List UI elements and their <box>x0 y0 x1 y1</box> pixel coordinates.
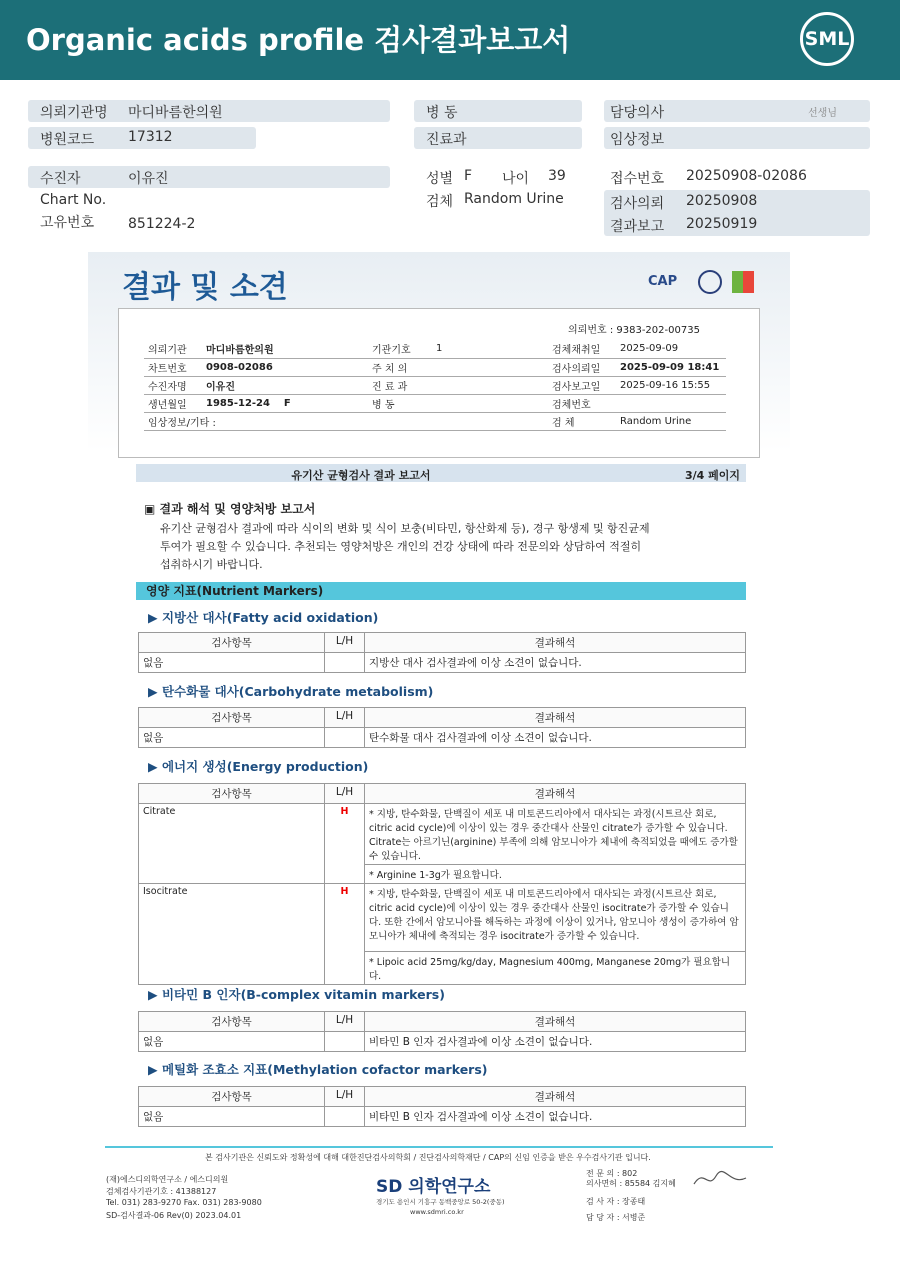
info-cell: 1985-12-24 F <box>202 394 368 412</box>
info-cell <box>432 358 548 376</box>
info-cell: 검 체 <box>548 412 616 430</box>
item-cell: Isocitrate <box>139 884 325 985</box>
report-value: 20250919 <box>686 216 758 232</box>
info-cell: 2025-09-16 15:55 <box>616 376 726 394</box>
info-cell: 이유진 <box>202 376 368 394</box>
sig-tester: 검 사 자 : 장종태 <box>586 1197 646 1206</box>
info-cell: 기관기호 <box>368 340 432 358</box>
lh-cell <box>325 1107 365 1127</box>
info-cell: 병 동 <box>368 394 432 412</box>
footer-form: SD-검사결과-06 Rev(0) 2023.04.01 <box>106 1211 242 1220</box>
col-lh: L/H <box>325 708 365 728</box>
item-cell: 없음 <box>139 1107 325 1127</box>
info-row <box>144 340 726 358</box>
sex-label: 성별 <box>426 171 454 187</box>
item-cell: 없음 <box>139 1032 325 1052</box>
age-value: 39 <box>548 168 566 184</box>
col-item: 검사항목 <box>139 708 325 728</box>
request-label: 검사의뢰 <box>610 196 665 212</box>
sig-license: 의사면허 : 85584 김지혜 <box>586 1179 676 1188</box>
col-item: 검사항목 <box>139 784 325 804</box>
info-cell <box>368 412 432 430</box>
carb-title: ▶ 탄수화물 대사(Carbohydrate metabolism) <box>148 684 434 699</box>
receipt-value: 20250908-02086 <box>686 168 807 184</box>
info-cell: 0908-02086 <box>202 358 368 376</box>
table-row <box>139 728 746 748</box>
page-indicator: 3/4 페이지 <box>684 469 740 482</box>
clinical-label: 임상정보 <box>610 132 665 148</box>
report-image <box>88 252 790 1134</box>
info-cell <box>616 394 726 412</box>
footer-note: 본 검사기관은 신뢰도와 정확성에 대해 대한진단검사의학회 / 진단검사의학재단 / CAP의 신임 인증을 받은 우수검사기관 입니다. <box>205 1153 651 1162</box>
page-title: Organic acids profile 검사결과보고서 <box>26 23 571 57</box>
result-cell: * Lipoic acid 25mg/kg/day, Magnesium 400mg, Manganese 20mg가 필요합니다. <box>365 952 746 985</box>
table-row <box>139 1032 746 1052</box>
section-title: 유기산 균형검사 결과 보고서 <box>291 469 431 482</box>
lh-cell: H <box>325 804 365 884</box>
cap-logo: CAP <box>648 274 678 289</box>
col-lh: L/H <box>325 784 365 804</box>
sig-manager: 담 당 자 : 서병준 <box>586 1213 646 1222</box>
request-number: 의뢰번호 : 9383-202-00735 <box>568 325 700 336</box>
lh-cell <box>325 1032 365 1052</box>
ward-label: 병 동 <box>426 105 458 121</box>
result-cell: * 지방, 탄수화물, 단백질이 세포 내 미토콘드리아에서 대사되는 과정(시트르산 회로, citric acid cycle)에 이상이 있는 경우 중간대사 산물인 isocitrate가 증가할 수 있습니다. 또한 간에서 암모니아를 해독하는 과정에 이상이 있거나, 암모니아 생성이 증가하여 암모니아가 체내에 축적되는 경우 isocitrate가 증가할 수 있습니다. <box>365 884 746 952</box>
institution-label: 의뢰기관명 <box>40 105 108 121</box>
methyl-table <box>138 1086 746 1127</box>
info-cell: 1 <box>432 340 548 358</box>
info-cell: 2025-09-09 18:41 <box>616 358 726 376</box>
patient-bar <box>28 166 390 188</box>
col-res: 결과해석 <box>365 633 746 653</box>
col-item: 검사항목 <box>139 1087 325 1107</box>
specimen-label: 검체 <box>426 194 454 210</box>
info-cell: 생년월일 <box>144 394 202 412</box>
info-cell: 임상정보/기타 : <box>144 412 368 430</box>
info-cell: 검사의뢰일 <box>548 358 616 376</box>
request-value: 20250908 <box>686 193 758 209</box>
energy-table <box>138 783 746 985</box>
carb-table <box>138 707 746 748</box>
info-cell: 차트번호 <box>144 358 202 376</box>
report-heading: 결과 및 소견 <box>122 270 288 305</box>
methyl-title: ▶ 메틸화 조효소 지표(Methylation cofactor markers) <box>148 1062 488 1077</box>
info-cell: 주 치 의 <box>368 358 432 376</box>
table-row <box>139 653 746 673</box>
col-item: 검사항목 <box>139 1012 325 1032</box>
col-lh: L/H <box>325 1087 365 1107</box>
signature-icon <box>690 1166 750 1192</box>
footer-code: 검체검사기관기호 : 41388127 <box>106 1187 217 1196</box>
sig-specialist: 전 문 의 : 802 <box>586 1169 638 1178</box>
fatty-table <box>138 632 746 673</box>
cert-logos <box>648 270 754 294</box>
section-header <box>136 464 746 482</box>
table-row <box>139 1107 746 1127</box>
footer-org: (재)에스디의학연구소 / 에스디의원 <box>106 1175 229 1184</box>
info-cell <box>432 376 548 394</box>
id-value: 851224-2 <box>128 216 196 232</box>
brand-logo: SD 의학연구소 <box>376 1177 491 1197</box>
info-row <box>144 412 726 430</box>
lh-cell <box>325 653 365 673</box>
lh-cell <box>325 728 365 748</box>
id-label: 고유번호 <box>40 215 95 231</box>
item-cell: 없음 <box>139 728 325 748</box>
col-res: 결과해석 <box>365 1087 746 1107</box>
receipt-label: 접수번호 <box>610 171 665 187</box>
col-res: 결과해석 <box>365 708 746 728</box>
footer-web: www.sdmri.co.kr <box>410 1208 464 1216</box>
info-cell <box>432 412 548 430</box>
col-lh: L/H <box>325 633 365 653</box>
request-info-table <box>144 340 726 431</box>
vitb-title: ▶ 비타민 B 인자(B-complex vitamin markers) <box>148 987 445 1002</box>
age-label: 나이 <box>502 171 530 187</box>
lm-logo <box>732 271 754 293</box>
sex-value: F <box>464 168 473 184</box>
doctor-suffix: 선생님 <box>808 108 837 119</box>
result-cell: 비타민 B 인자 검사결과에 이상 소견이 없습니다. <box>365 1107 746 1127</box>
col-item: 검사항목 <box>139 633 325 653</box>
seal-icon <box>698 270 722 294</box>
col-lh: L/H <box>325 1012 365 1032</box>
nutrient-markers-bar: 영양 지표(Nutrient Markers) <box>136 582 746 600</box>
info-row <box>144 358 726 376</box>
vitb-table <box>138 1011 746 1052</box>
institution-value: 마디바름한의원 <box>128 105 223 121</box>
info-cell: 검체번호 <box>548 394 616 412</box>
result-cell: * 지방, 탄수화물, 단백질이 세포 내 미토콘드리아에서 대사되는 과정(시트르산 회로, citric acid cycle)에 이상이 있는 경우 중간대사 산물인 citrate가 증가할 수 있습니다. Citrate는 아르기닌(arginine) 부족에 의해 암모니아가 체내에 축적되었을 때에도 증가할 수 있습니다. <box>365 804 746 865</box>
info-cell: 의뢰기관 <box>144 340 202 358</box>
result-cell: 비타민 B 인자 검사결과에 이상 소견이 없습니다. <box>365 1032 746 1052</box>
footer-phone: Tel. 031) 283-9270 Fax. 031) 283-9080 <box>106 1198 262 1207</box>
info-cell: 2025-09-09 <box>616 340 726 358</box>
hospital-code-label: 병원코드 <box>40 132 95 148</box>
interp-line: 투여가 필요할 수 있습니다. 추천되는 영양처방은 개인의 건강 상태에 따라 전문의와 상담하여 적절히 <box>160 540 642 553</box>
specimen-value: Random Urine <box>464 191 564 207</box>
info-row <box>144 376 726 394</box>
info-cell: 검체채취일 <box>548 340 616 358</box>
sml-logo: SML <box>800 12 854 66</box>
energy-title: ▶ 에너지 생성(Energy production) <box>148 759 369 774</box>
info-cell <box>432 394 548 412</box>
col-res: 결과해석 <box>365 1012 746 1032</box>
info-cell: 마디바름한의원 <box>202 340 368 358</box>
hospital-code-value: 17312 <box>128 129 173 145</box>
table-row <box>139 884 746 952</box>
item-cell: 없음 <box>139 653 325 673</box>
footer-address: 경기도 용인시 기흥구 동백중앙로 50-2(중동) <box>376 1198 505 1206</box>
interp-line: 섭취하시기 바랍니다. <box>160 558 263 571</box>
doctor-label: 담당의사 <box>610 105 665 121</box>
footer-divider <box>105 1146 773 1148</box>
result-cell: * Arginine 1-3g가 필요합니다. <box>365 865 746 884</box>
interp-line: 유기산 균형검사 결과에 따라 식이의 변화 및 식이 보충(비타민, 항산화제 등), 경구 항생제 및 항진균제 <box>160 522 650 535</box>
interp-title: ▣ 결과 해석 및 영양처방 보고서 <box>144 502 316 516</box>
col-res: 결과해석 <box>365 784 746 804</box>
header-bar <box>0 0 900 80</box>
item-cell: Citrate <box>139 804 325 884</box>
lh-cell: H <box>325 884 365 985</box>
result-cell: 지방산 대사 검사결과에 이상 소견이 없습니다. <box>365 653 746 673</box>
dept-label: 진료과 <box>426 132 467 148</box>
fatty-title: ▶ 지방산 대사(Fatty acid oxidation) <box>148 610 379 625</box>
name-label: 수진자 <box>40 171 81 187</box>
info-cell: 진 료 과 <box>368 376 432 394</box>
report-label: 결과보고 <box>610 219 665 235</box>
info-cell: 검사보고일 <box>548 376 616 394</box>
result-cell: 탄수화물 대사 검사결과에 이상 소견이 없습니다. <box>365 728 746 748</box>
info-row <box>144 394 726 412</box>
info-cell: 수진자명 <box>144 376 202 394</box>
name-value: 이유진 <box>128 171 169 187</box>
info-cell: Random Urine <box>616 412 726 430</box>
table-row <box>139 804 746 865</box>
chart-label: Chart No. <box>40 192 107 208</box>
